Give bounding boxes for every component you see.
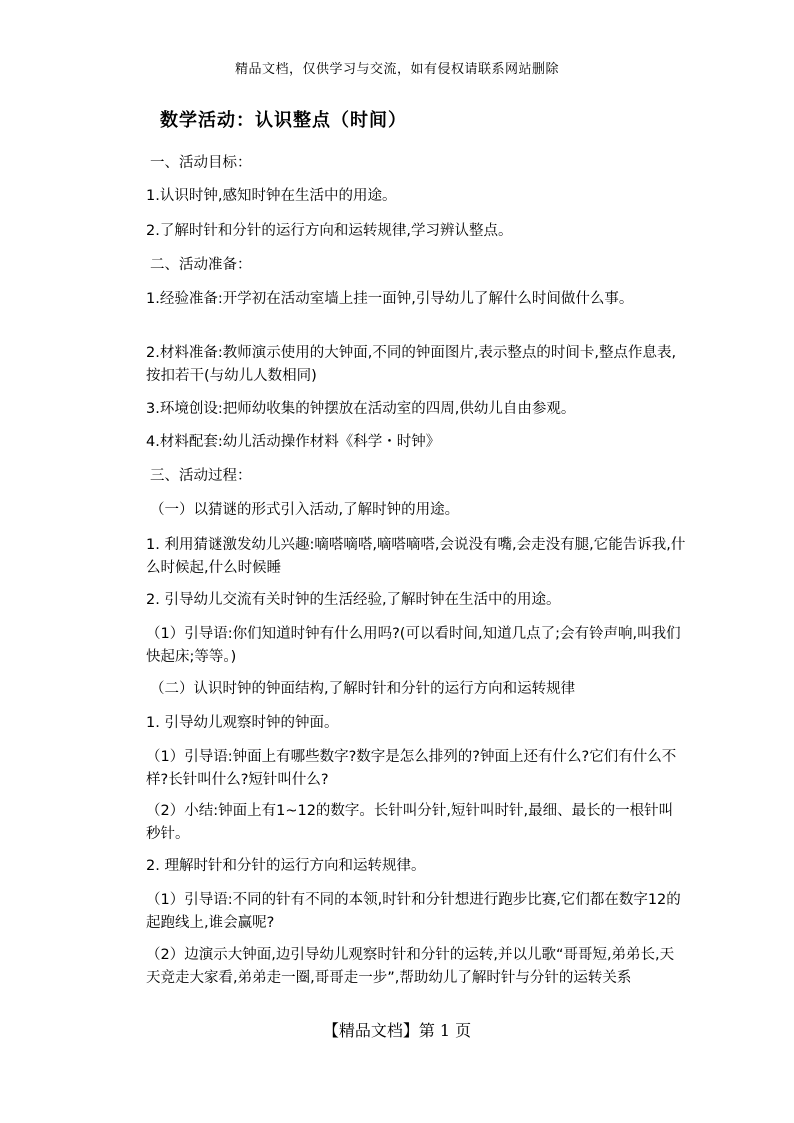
paragraph: 2. 引导幼儿交流有关时钟的生活经验,了解时钟在生活中的用途。 — [146, 592, 561, 608]
paragraph: 1. 利用猜谜激发幼儿兴趣:嘀嗒嘀嗒,嘀嗒嘀嗒,会说没有嘴,会走没有腿,它能告诉我,什么时候起,什么时候睡 — [146, 537, 686, 576]
paragraph: （2）边演示大钟面,边引导幼儿观察时针和分针的运转,并以儿歌“哥哥短,弟弟长,天天竞走大家看,弟弟走一圈,哥哥走一步”,帮助幼儿了解时针与分针的运转关系 — [146, 947, 675, 986]
paragraph: 2.了解时针和分针的运行方向和运转规律,学习辨认整点。 — [146, 223, 513, 239]
paragraph: 4.材料配套:幼儿活动操作材料《科学・时钟》 — [146, 434, 441, 450]
paragraph: （二）认识时钟的钟面结构,了解时针和分针的运行方向和运转规律 — [150, 681, 576, 697]
paragraph: （1）引导语:钟面上有哪些数字?数字是怎么排列的?钟面上还有什么?它们有什么不样?长针叫什么?短针叫什么? — [146, 749, 677, 788]
section-heading-goals: 一、活动目标： — [150, 155, 252, 171]
paragraph: 3.环境创设:把师幼收集的钟摆放在活动室的四周,供幼儿自由参观。 — [146, 401, 576, 417]
paragraph: （一）以猜谜的形式引入活动,了解时钟的用途。 — [150, 502, 460, 518]
paragraph: 2.材料准备:教师演示使用的大钟面,不同的钟面图片,表示整点的时间卡,整点作息表,按扣若干(与幼儿人数相同) — [146, 345, 677, 384]
page-footer: 【精品文档】第 1 页 — [322, 1021, 472, 1040]
paragraph: 1. 引导幼儿观察时钟的钟面。 — [146, 715, 339, 731]
page-header: 精品文档，仅供学习与交流，如有侵权请联系网站删除 — [234, 62, 559, 77]
section-heading-prep: 二、活动准备： — [150, 257, 252, 273]
section-heading-process: 三、活动过程： — [150, 468, 252, 484]
paragraph: （2）小结:钟面上有1~12的数字。长针叫分针,短针叫时针,最细、最长的一根针叫秒针。 — [146, 803, 674, 842]
paragraph: 1.经验准备:开学初在活动室墙上挂一面钟,引导幼儿了解什么时间做什么事。 — [146, 291, 634, 307]
paragraph: （1）引导语:不同的针有不同的本领,时针和分针想进行跑步比赛,它们都在数字12的起跑线上,谁会赢呢? — [146, 892, 681, 931]
paragraph: 1.认识时钟,感知时钟在生活中的用途。 — [146, 188, 397, 204]
paragraph: 2. 理解时针和分针的运行方向和运转规律。 — [146, 858, 426, 874]
document-title: 数学活动：认识整点（时间） — [160, 110, 407, 131]
paragraph: （1）引导语:你们知道时钟有什么用吗?(可以看时间,知道几点了;会有铃声响,叫我们快起床;等等。) — [146, 626, 681, 665]
